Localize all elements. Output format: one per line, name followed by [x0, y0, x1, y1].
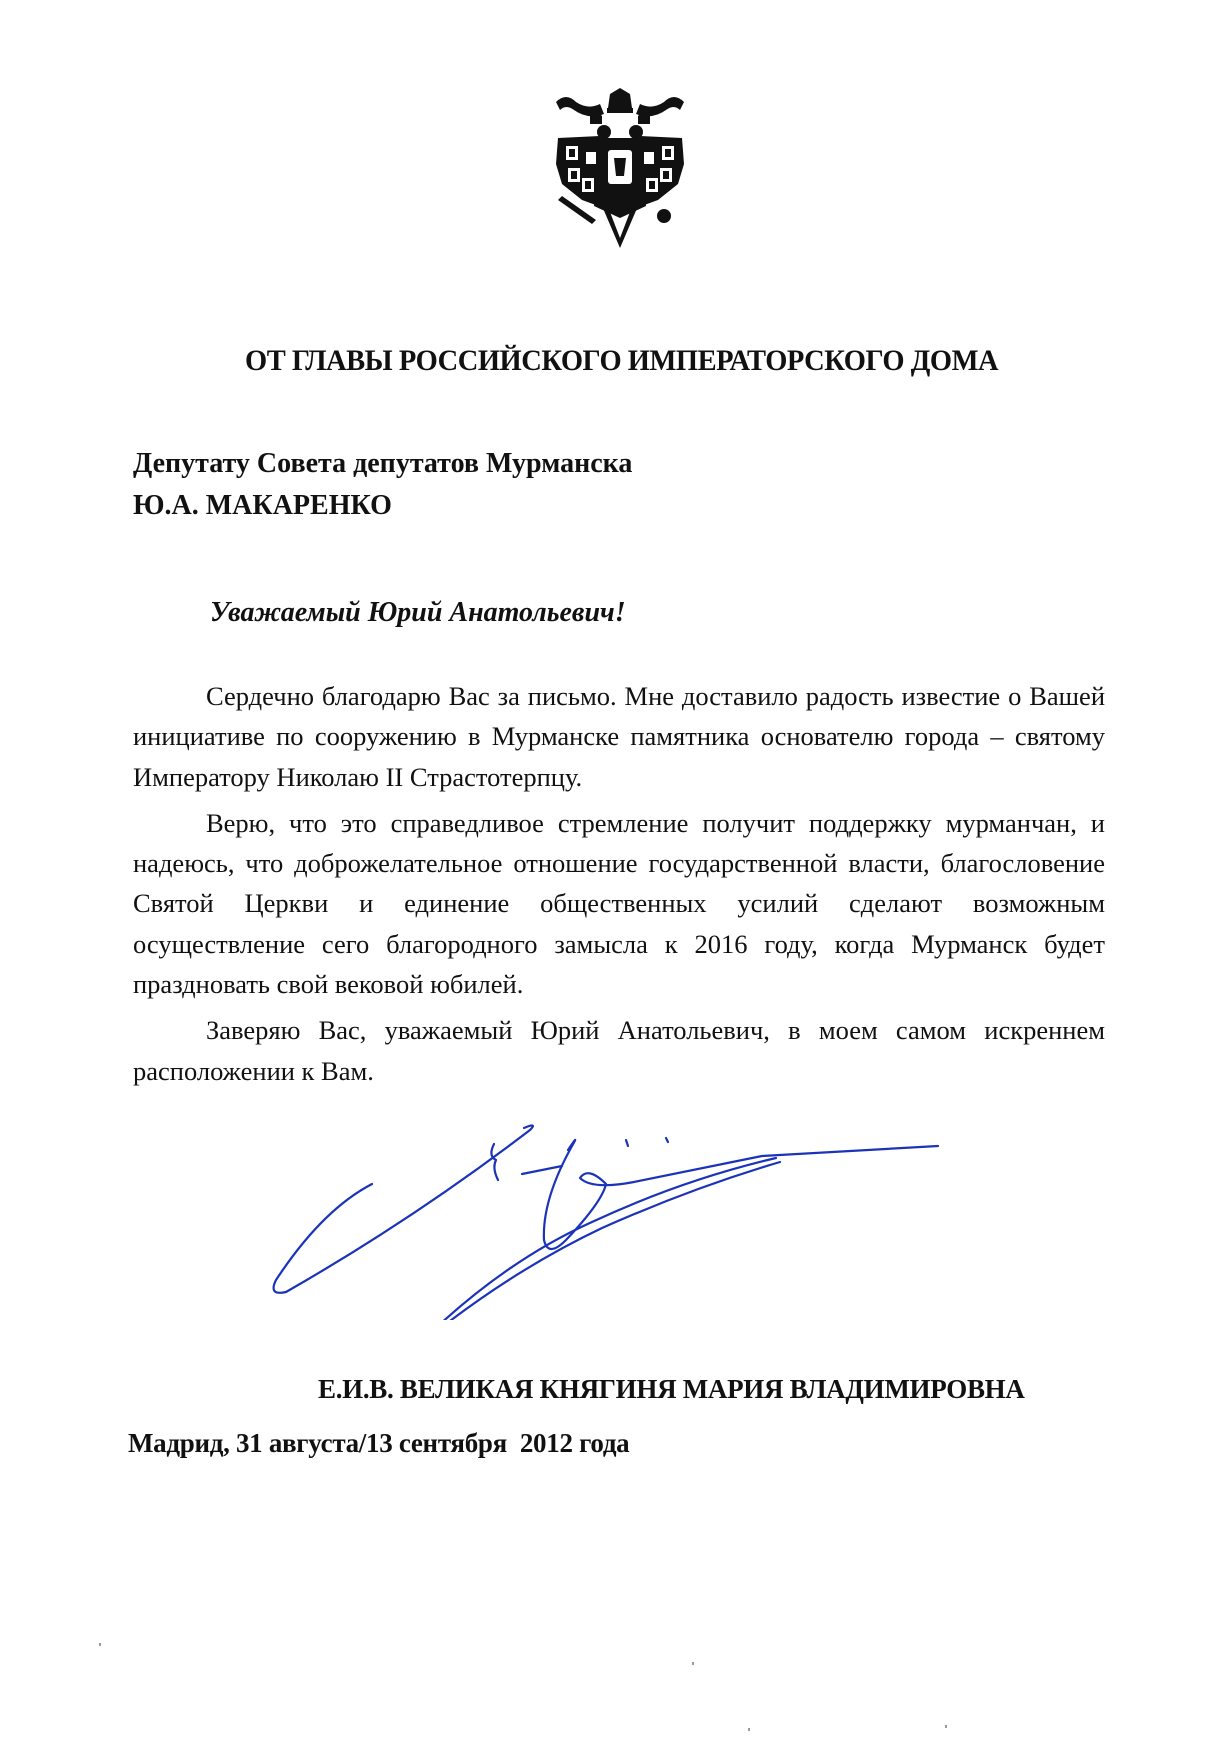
handwritten-signature-icon	[262, 1110, 962, 1320]
scan-speck	[748, 1728, 750, 1731]
salutation: Уважаемый Юрий Анатольевич!	[210, 597, 626, 628]
imperial-eagle-emblem-icon	[552, 88, 688, 248]
scan-speck	[692, 1662, 694, 1665]
addressee-name: Ю.А. МАКАРЕНКО	[133, 490, 392, 521]
body-paragraph: Заверяю Вас, уважаемый Юрий Анатольевич, в моем самом искреннем расположении к Вам.	[133, 1015, 1105, 1086]
place-and-date: Мадрид, 31 августа/13 сентября 2012 года	[128, 1428, 630, 1458]
addressee-position: Депутату Совета депутатов Мурманска	[133, 448, 633, 479]
scan-speck	[99, 1643, 101, 1646]
body-paragraph: Сердечно благодарю Вас за письмо. Мне доставило радость известие о Вашей инициативе по сооружению в Мурманске памятника основателю города – святому Императору Николаю II Страстотерпцу.	[133, 681, 1105, 792]
scan-speck	[945, 1725, 947, 1728]
addressee-block	[133, 443, 632, 527]
header-title: ОТ ГЛАВЫ РОССИЙСКОГО ИМПЕРАТОРСКОГО ДОМА	[245, 344, 999, 377]
letter-body	[133, 676, 1105, 1097]
signatory-name: Е.И.В. ВЕЛИКАЯ КНЯГИНЯ МАРИЯ ВЛАДИМИРОВНА	[318, 1374, 1025, 1404]
body-paragraph: Верю, что это справедливое стремление получит поддержку мурманчан, и надеюсь, что доброжелательное отношение государственной власти, благословение Святой Церкви и единение общественных усилий сделают возможным осуществление сего благородного замысла к 2016 году, когда Мурманск будет праздновать свой вековой юбилей.	[133, 807, 1105, 1000]
